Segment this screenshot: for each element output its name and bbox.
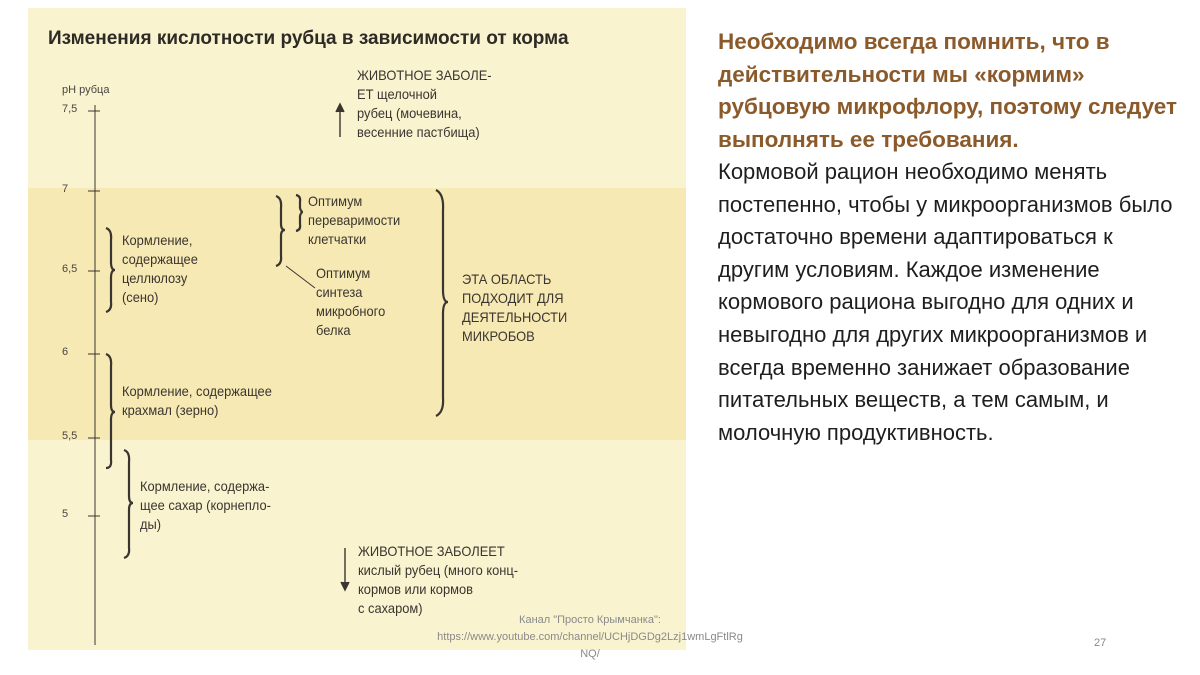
tick-label: 5,5 [62,430,78,442]
fiber-optimum-label: Оптимум переваримости клетчатки [308,193,401,247]
axis-label: pH рубца [62,84,110,96]
starch-feed-label: Кормление, содержащее крахмал (зерно) [122,383,272,418]
arrow-up-icon [336,104,344,137]
tick-label: 6,5 [62,263,78,275]
cellulose-feed-label: Кормление, содержащее целлюлозу (сено) [122,232,198,305]
slide-body: Кормовой рацион необходимо менять постепенно, чтобы у микроорганизмов было достаточно времени адаптироваться к другим условиям. Каждое изменение кормового рациона выгодно для одних и невыгодно для других микроорганизмов и всегда временно занижает образование питательных веществ, а тем самым, и молочную продуктивность. [718,159,1173,445]
page-number: 27 [1094,637,1107,649]
acidic-rumen-note: ЖИВОТНОЕ ЗАБОЛЕЕТ кислый рубец (много конц- кормов или кормов с сахаром) [358,543,519,616]
alkaline-rumen-note: ЖИВОТНОЕ ЗАБОЛЕ- ЕТ щелочной рубец (мочевина, весенние пастбища) [357,67,492,140]
tick-label: 6 [62,346,69,358]
credit-channel: Канал "Просто Крымчанка": [519,614,661,626]
figure-title: Изменения кислотности рубца в зависимости от корма [48,28,569,49]
pointer-line [286,266,315,288]
credit-url-end[interactable]: NQ/ [580,648,600,660]
source-credit [390,612,790,663]
sugar-feed-label: Кормление, содержа- щее сахар (корнепло- ды) [140,478,271,532]
arrow-down-icon [341,548,349,590]
tick-label: 7 [62,183,69,195]
tick-label: 5 [62,508,69,520]
slide-text [718,26,1188,449]
slide-heading: Необходимо всегда помнить, что в действительности мы «кормим» рубцовую микрофлору, поэтому следует выполнять ее требования. [718,29,1178,152]
microbes-area-label: ЭТА ОБЛАСТЬ ПОДХОДИТ ДЛЯ ДЕЯТЕЛЬНОСТИ МИКРОБОВ [462,271,568,344]
axis-ticks [88,111,100,516]
credit-url[interactable]: https://www.youtube.com/channel/UCHjDGDg2Lzj1wmLgFtlRg [437,631,743,643]
protein-optimum-label: Оптимум синтеза микробного белка [316,265,386,338]
tick-label: 7,5 [62,103,78,115]
